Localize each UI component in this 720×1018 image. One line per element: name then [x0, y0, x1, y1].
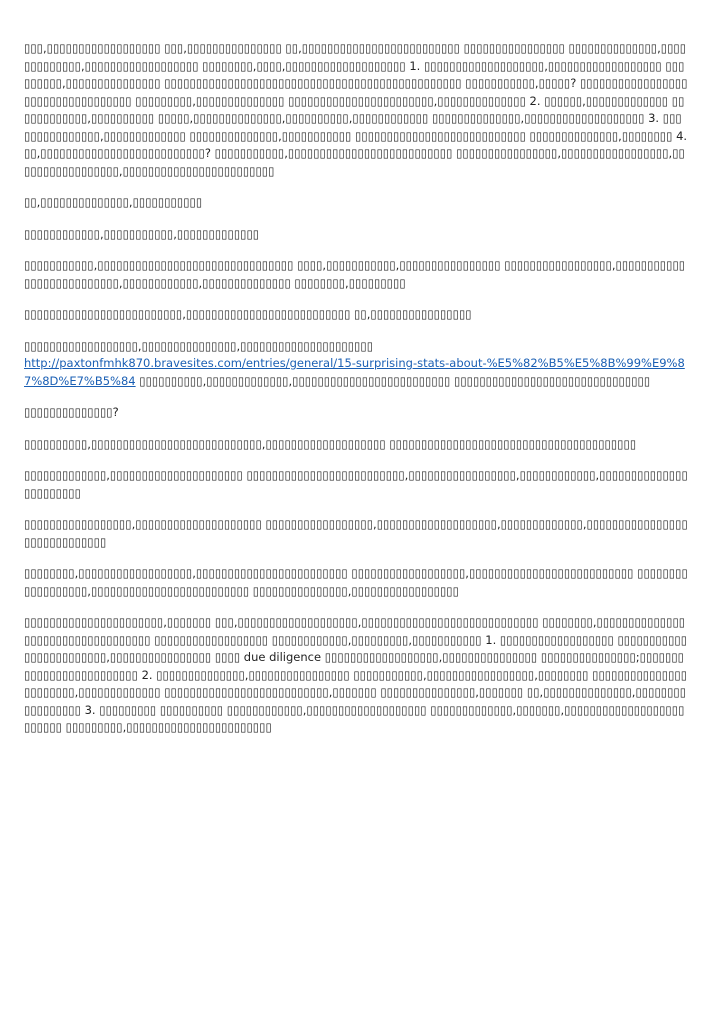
paragraph-12: ▯▯▯▯▯▯▯▯▯▯▯▯▯▯▯▯▯▯▯▯▯▯,▯▯▯▯▯▯▯ ▯▯▯,▯▯▯▯▯▯▯▯▯▯▯▯▯▯▯▯▯▯▯,▯▯▯▯▯▯▯▯▯▯▯▯▯▯▯▯▯▯▯▯▯▯▯▯▯▯▯▯ ▯▯▯▯▯▯▯▯,▯▯▯▯▯▯▯▯▯▯▯▯▯▯▯▯▯▯▯▯▯▯▯▯▯▯▯▯▯▯▯▯▯▯ ▯▯▯▯▯▯▯▯▯▯▯▯▯▯▯▯▯▯ ▯▯▯▯▯▯▯▯▯▯▯▯,▯▯▯▯▯▯▯▯▯,▯▯▯▯▯▯▯▯▯▯▯ 1. ▯▯▯▯▯▯▯▯▯▯▯▯▯▯▯▯▯▯ ▯▯▯▯▯▯▯▯▯▯▯▯▯▯▯▯▯▯▯▯▯▯▯▯,▯▯▯▯▯▯▯▯▯▯▯▯▯▯▯▯ ▯▯▯▯ due diligence ▯▯▯▯▯▯▯▯▯▯▯▯▯▯▯▯▯▯,▯▯▯▯▯▯▯▯▯▯▯▯▯▯▯ ▯▯▯▯▯▯▯▯▯▯▯▯▯▯▯;▯▯▯▯▯▯▯▯▯▯▯▯▯▯▯▯▯▯▯▯▯▯▯▯▯ 2. ▯▯▯▯▯▯▯▯▯▯▯▯▯▯,▯▯▯▯▯▯▯▯▯▯▯▯▯▯▯▯ ▯▯▯▯▯▯▯▯▯▯▯,▯▯▯▯▯▯▯▯▯▯▯▯▯▯▯▯▯,▯▯▯▯▯▯▯▯ ▯▯▯▯▯▯▯▯▯▯▯▯▯▯▯▯▯▯▯▯▯▯▯,▯▯▯▯▯▯▯▯▯▯▯▯▯ ▯▯▯▯▯▯▯▯▯▯▯▯▯▯▯▯▯▯▯▯▯▯▯▯▯▯,▯▯▯▯▯▯▯ ▯▯▯▯▯▯▯▯▯▯▯▯▯▯▯,▯▯▯▯▯▯▯ ▯▯,▯▯▯▯▯▯▯▯▯▯▯▯▯▯,▯▯▯▯▯▯▯▯▯▯▯▯▯▯▯▯▯ 3. ▯▯▯▯▯▯▯▯▯ ▯▯▯▯▯▯▯▯▯▯ ▯▯▯▯▯▯▯▯▯▯▯▯,▯▯▯▯▯▯▯▯▯▯▯▯▯▯▯▯▯▯▯ ▯▯▯▯▯▯▯▯▯▯▯▯▯,▯▯▯▯▯▯▯,▯▯▯▯▯▯▯▯▯▯▯▯▯▯▯▯▯▯▯▯▯▯▯▯▯ ▯▯▯▯▯▯▯▯▯,▯▯▯▯▯▯▯▯▯▯▯▯▯▯▯▯▯▯▯▯▯▯▯ [24, 615, 688, 734]
paragraph-6 [24, 338, 688, 391]
paragraph-4: ▯▯▯▯▯▯▯▯▯▯▯,▯▯▯▯▯▯▯▯▯▯▯▯▯▯▯▯▯▯▯▯▯▯▯▯▯▯▯▯▯▯▯ ▯▯▯▯,▯▯▯▯▯▯▯▯▯▯▯,▯▯▯▯▯▯▯▯▯▯▯▯▯▯▯▯ ▯▯▯▯▯▯▯▯▯▯▯▯▯▯▯▯▯,▯▯▯▯▯▯▯▯▯▯▯▯▯▯▯▯▯▯▯▯▯▯▯▯▯▯,▯▯▯▯▯▯▯▯▯▯▯▯,▯▯▯▯▯▯▯▯▯▯▯▯▯▯ ▯▯▯▯▯▯▯▯,▯▯▯▯▯▯▯▯▯ [24, 258, 686, 290]
document-body [24, 40, 688, 751]
paragraph-11: ▯▯▯▯▯▯▯▯,▯▯▯▯▯▯▯▯▯▯▯▯▯▯▯▯▯▯,▯▯▯▯▯▯▯▯▯▯▯▯▯▯▯▯▯▯▯▯▯▯▯▯ ▯▯▯▯▯▯▯▯▯▯▯▯▯▯▯▯▯▯,▯▯▯▯▯▯▯▯▯▯▯▯▯▯▯▯▯▯▯▯▯▯▯▯▯▯ ▯▯▯▯▯▯▯▯▯▯▯▯▯▯▯▯▯▯,▯▯▯▯▯▯▯▯▯▯▯▯▯▯▯▯▯▯▯▯▯▯▯▯▯ ▯▯▯▯▯▯▯▯▯▯▯▯▯▯▯,▯▯▯▯▯▯▯▯▯▯▯▯▯▯▯▯▯ [24, 566, 688, 598]
paragraph-3: ▯▯▯▯▯▯▯▯▯▯▯▯,▯▯▯▯▯▯▯▯▯▯▯,▯▯▯▯▯▯▯▯▯▯▯▯▯ [24, 226, 260, 241]
paragraph-6-text: ▯▯▯▯▯▯▯▯▯▯▯▯▯▯▯▯▯▯,▯▯▯▯▯▯▯▯▯▯▯▯▯▯▯,▯▯▯▯▯▯▯▯▯▯▯▯▯▯▯▯▯▯▯▯▯ [24, 338, 374, 353]
paragraph-1: ▯▯▯,▯▯▯▯▯▯▯▯▯▯▯▯▯▯▯▯▯▯ ▯▯▯,▯▯▯▯▯▯▯▯▯▯▯▯▯▯▯ ▯▯,▯▯▯▯▯▯▯▯▯▯▯▯▯▯▯▯▯▯▯▯▯▯▯▯▯ ▯▯▯▯▯▯▯▯▯▯▯▯▯▯▯▯ ▯▯▯▯▯▯▯▯▯▯▯▯▯▯,▯▯▯▯▯▯▯▯▯▯▯▯▯,▯▯▯▯▯▯▯▯▯▯▯▯▯▯▯▯▯▯ ▯▯▯▯▯▯▯▯,▯▯▯▯,▯▯▯▯▯▯▯▯▯▯▯▯▯▯▯▯▯▯▯ 1. ▯▯▯▯▯▯▯▯▯▯▯▯▯▯▯▯▯▯▯,▯▯▯▯▯▯▯▯▯▯▯▯▯▯▯▯▯▯ ▯▯▯▯▯▯▯▯▯,▯▯▯▯▯▯▯▯▯▯▯▯▯▯▯ ▯▯▯▯▯▯▯▯▯▯▯▯▯▯▯▯▯▯▯▯▯▯▯▯▯▯▯▯▯▯▯▯▯▯▯▯▯▯▯▯▯▯▯▯▯▯▯ ▯▯▯▯▯▯▯▯▯▯▯,▯▯▯▯▯? ▯▯▯▯▯▯▯▯▯▯▯▯▯▯▯▯▯▯▯▯▯▯▯▯▯▯▯▯▯▯▯▯▯▯ ▯▯▯▯▯▯▯▯▯,▯▯▯▯▯▯▯▯▯▯▯▯▯▯ ▯▯▯▯▯▯▯▯▯▯▯▯▯▯▯▯▯▯▯▯▯▯▯,▯▯▯▯▯▯▯▯▯▯▯▯▯▯ 2. ▯▯▯▯▯▯,▯▯▯▯▯▯▯▯▯▯▯▯▯ ▯▯▯▯▯▯▯▯▯▯▯▯,▯▯▯▯▯▯▯▯▯▯ ▯▯▯▯▯,▯▯▯▯▯▯▯▯▯▯▯▯▯▯,▯▯▯▯▯▯▯▯▯▯,▯▯▯▯▯▯▯▯▯▯▯▯ ▯▯▯▯▯▯▯▯▯▯▯▯▯▯,▯▯▯▯▯▯▯▯▯▯▯▯▯▯▯▯▯▯▯ 3. ▯▯▯▯▯▯▯▯▯▯▯▯▯▯▯,▯▯▯▯▯▯▯▯▯▯▯▯▯ ▯▯▯▯▯▯▯▯▯▯▯▯▯▯,▯▯▯▯▯▯▯▯▯▯▯ ▯▯▯▯▯▯▯▯▯▯▯▯▯▯▯▯▯▯▯▯▯▯▯▯▯▯▯ ▯▯▯▯▯▯▯▯▯▯▯▯▯▯,▯▯▯▯▯▯▯▯ 4. ▯▯,▯▯▯▯▯▯▯▯▯▯▯▯▯▯▯▯▯▯▯▯▯▯▯▯▯▯? ▯▯▯▯▯▯▯▯▯▯▯,▯▯▯▯▯▯▯▯▯▯▯▯▯▯▯▯▯▯▯▯▯▯▯▯▯▯ ▯▯▯▯▯▯▯▯▯▯▯▯▯▯▯▯,▯▯▯▯▯▯▯▯▯▯▯▯▯▯▯▯▯,▯▯▯▯▯▯▯▯▯▯▯▯▯▯▯▯▯,▯▯▯▯▯▯▯▯▯▯▯▯▯▯▯▯▯▯▯▯▯▯▯▯ [24, 41, 688, 178]
paragraph-6-after-link: ▯▯▯▯▯▯▯▯▯▯,▯▯▯▯▯▯▯▯▯▯▯▯▯,▯▯▯▯▯▯▯▯▯▯▯▯▯▯▯▯▯▯▯▯▯▯▯▯▯ ▯▯▯▯▯▯▯▯▯▯▯▯▯▯▯▯▯▯▯▯▯▯▯▯▯▯▯▯▯▯▯ [135, 373, 651, 388]
paragraph-10: ▯▯▯▯▯▯▯▯▯▯▯▯▯▯▯▯▯,▯▯▯▯▯▯▯▯▯▯▯▯▯▯▯▯▯▯▯▯ ▯▯▯▯▯▯▯▯▯▯▯▯▯▯▯▯▯,▯▯▯▯▯▯▯▯▯▯▯▯▯▯▯▯▯▯▯,▯▯▯▯▯▯▯▯▯▯▯▯▯,▯▯▯▯▯▯▯▯▯▯▯▯▯▯▯▯▯▯▯▯▯▯▯▯▯▯▯▯▯ [24, 517, 688, 549]
external-link[interactable]: http://paxtonfmhk870.bravesites.com/entries/general/15-surprising-stats-about-%E5%82%B5%E5%8B%99%E9%87%8D%E7%B5%84 [24, 356, 685, 388]
paragraph-9: ▯▯▯▯▯▯▯▯▯▯▯▯▯,▯▯▯▯▯▯▯▯▯▯▯▯▯▯▯▯▯▯▯▯▯ ▯▯▯▯▯▯▯▯▯▯▯▯▯▯▯▯▯▯▯▯▯▯▯▯▯,▯▯▯▯▯▯▯▯▯▯▯▯▯▯▯▯▯,▯▯▯▯▯▯▯▯▯▯▯▯,▯▯▯▯▯▯▯▯▯▯▯▯▯▯▯▯▯▯▯▯▯▯▯ [24, 468, 688, 500]
paragraph-8: ▯▯▯▯▯▯▯▯▯▯,▯▯▯▯▯▯▯▯▯▯▯▯▯▯▯▯▯▯▯▯▯▯▯▯▯▯▯,▯▯▯▯▯▯▯▯▯▯▯▯▯▯▯▯▯▯▯ ▯▯▯▯▯▯▯▯▯▯▯▯▯▯▯▯▯▯▯▯▯▯▯▯▯▯▯▯▯▯▯▯▯▯▯▯▯▯▯ [24, 436, 637, 451]
paragraph-5: ▯▯▯▯▯▯▯▯▯▯▯▯▯▯▯▯▯▯▯▯▯▯▯▯▯,▯▯▯▯▯▯▯▯▯▯▯▯▯▯▯▯▯▯▯▯▯▯▯▯▯▯ ▯▯,▯▯▯▯▯▯▯▯▯▯▯▯▯▯▯▯ [24, 307, 472, 321]
paragraph-7: ▯▯▯▯▯▯▯▯▯▯▯▯▯▯? [24, 405, 119, 419]
paragraph-2: ▯▯,▯▯▯▯▯▯▯▯▯▯▯▯▯▯,▯▯▯▯▯▯▯▯▯▯▯ [24, 195, 203, 209]
